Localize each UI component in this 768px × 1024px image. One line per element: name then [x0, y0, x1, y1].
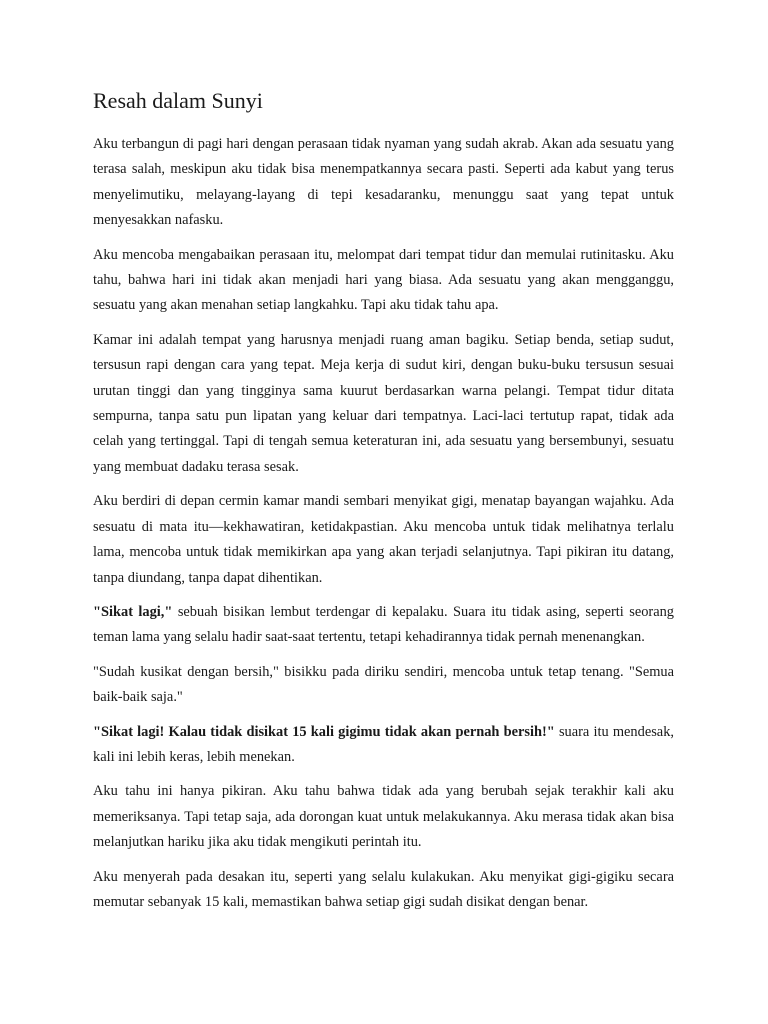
- paragraph-text: Kamar ini adalah tempat yang harusnya menjadi ruang aman bagiku. Setiap benda, setiap sudut, tersusun rapi dengan cara yang tepat. Meja kerja di sudut kiri, dengan buku-buku tersusun sesuai urutan tinggi dan yang tingginya sama kuurut berdasarkan warna pelangi. Tempat tidur ditata sempurna, tanpa satu pun lipatan yang keluar dari tempatnya. Laci-laci tertutup rapat, tidak ada celah yang tertinggal. Tapi di tengah semua keteraturan ini, ada sesuatu yang bersembunyi, sesuatu yang membuat dadaku terasa sesak.: [93, 331, 674, 475]
- paragraph-text: Aku terbangun di pagi hari dengan perasaan tidak nyaman yang sudah akrab. Akan ada sesuatu yang terasa salah, meskipun aku tidak bisa menempatkannya secara pasti. Seperti ada kabut yang terus menyelimutiku, melayang-layang di tepi kesadaranku, menunggu saat yang tepat untuk menyesakkan nafasku.: [93, 136, 674, 229]
- paragraph-6: [93, 660, 674, 711]
- document-title: Resah dalam Sunyi: [93, 88, 263, 113]
- dialogue-bold: "Sikat lagi,": [93, 603, 173, 620]
- paragraph-1: [93, 132, 674, 234]
- paragraph-text: sebuah bisikan lembut terdengar di kepalaku. Suara itu tidak asing, seperti seorang teman lama yang selalu hadir saat-saat tertentu, tetapi kehadirannya tidak pernah menenangkan.: [93, 603, 674, 646]
- dialogue-bold: "Sikat lagi! Kalau tidak disikat 15 kali gigimu tidak akan pernah bersih!": [93, 723, 555, 740]
- paragraph-text: Aku tahu ini hanya pikiran. Aku tahu bahwa tidak ada yang berubah sejak terakhir kali aku memeriksanya. Tapi tetap saja, ada dorongan kuat untuk melakukannya. Aku merasa tidak akan bisa melanjutkan hariku jika aku tidak mengikuti perintah itu.: [93, 783, 674, 851]
- paragraph-4: [93, 489, 674, 591]
- paragraph-text: Aku berdiri di depan cermin kamar mandi sembari menyikat gigi, menatap bayangan wajahku. Ada sesuatu di mata itu—kekhawatiran, ketidakpastian. Aku mencoba untuk tidak melihatnya terlalu lama, mencoba untuk tidak memikirkan apa yang akan terjadi selanjutnya. Tapi pikiran itu datang, tanpa diundang, tanpa dapat dihentikan.: [93, 493, 674, 586]
- paragraph-7: [93, 720, 674, 771]
- document-page: [93, 84, 674, 924]
- paragraph-5: [93, 600, 674, 651]
- paragraph-3: [93, 328, 674, 480]
- paragraph-8: [93, 779, 674, 855]
- paragraph-2: [93, 243, 674, 319]
- paragraph-9: [93, 865, 674, 916]
- paragraph-text: Aku menyerah pada desakan itu, seperti yang selalu kulakukan. Aku menyikat gigi-gigiku secara memutar sebanyak 15 kali, memastikan bahwa setiap gigi sudah disikat dengan benar.: [93, 868, 674, 910]
- paragraph-text: Aku mencoba mengabaikan perasaan itu, melompat dari tempat tidur dan memulai rutinitasku. Aku tahu, bahwa hari ini tidak akan menjadi hari yang biasa. Ada sesuatu yang akan mengganggu, sesuatu yang akan menahan setiap langkahku. Tapi aku tidak tahu apa.: [93, 246, 674, 314]
- paragraph-text: "Sudah kusikat dengan bersih," bisikku pada diriku sendiri, mencoba untuk tetap tenang. "Semua baik-baik saja.": [93, 663, 674, 706]
- paragraph-text: suara itu mendesak, kali ini lebih keras, lebih menekan.: [93, 723, 674, 765]
